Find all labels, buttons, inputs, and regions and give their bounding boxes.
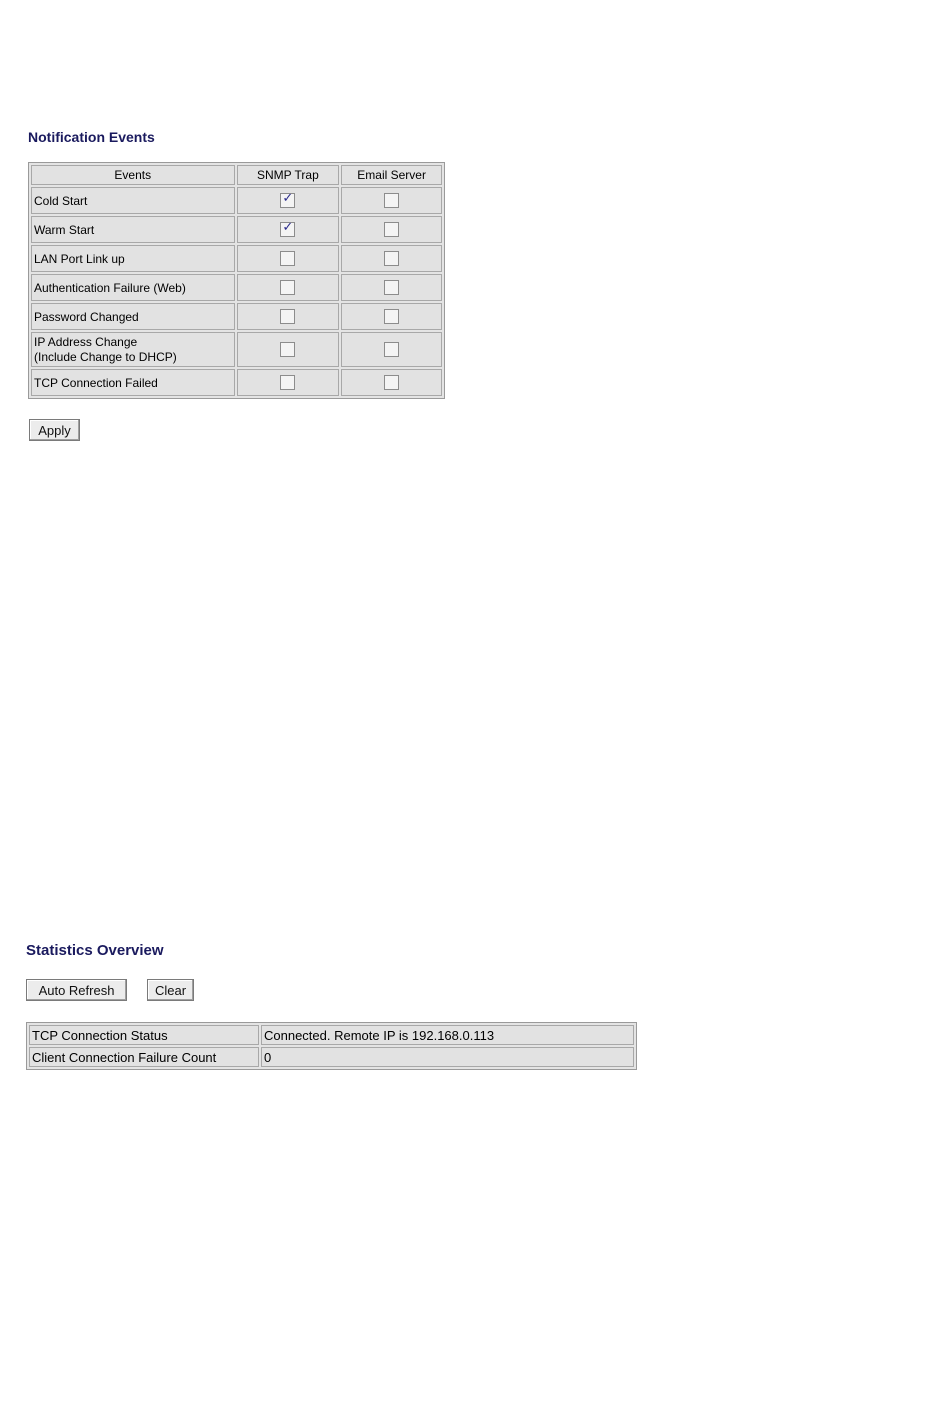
ip-change-email-checkbox[interactable] [384,342,399,357]
warm-start-snmp-checkbox[interactable] [280,222,295,237]
stat-key: TCP Connection Status [29,1025,259,1045]
event-row-lan-port-link-up [31,245,442,272]
event-label-text: Authentication Failure (Web) [34,280,186,295]
notification-events-table [28,162,445,399]
apply-button[interactable]: Apply [29,419,80,441]
event-label [31,216,235,243]
event-label-text: TCP Connection Failed [34,375,158,390]
auth-failure-email-checkbox[interactable] [384,280,399,295]
stat-row-client-connection-failure-count [29,1047,634,1067]
tcp-failed-snmp-checkbox[interactable] [280,375,295,390]
cold-start-email-checkbox[interactable] [384,193,399,208]
event-label-text: Cold Start [34,193,88,208]
warm-start-email-checkbox[interactable] [384,222,399,237]
event-label [31,245,235,272]
event-label-subtext: (Include Change to DHCP) [34,349,177,364]
clear-button[interactable]: Clear [147,979,194,1001]
event-label-text: LAN Port Link up [34,251,125,266]
events-column-header: Events [31,165,235,185]
event-row-warm-start [31,216,442,243]
event-row-tcp-connection-failed [31,369,442,396]
stat-row-tcp-connection-status [29,1025,634,1045]
event-label-text: Warm Start [34,222,95,237]
event-label [31,303,235,330]
tcp-failed-email-checkbox[interactable] [384,375,399,390]
email-server-column-header: Email Server [341,165,442,185]
stat-key: Client Connection Failure Count [29,1047,259,1067]
event-label [31,369,235,396]
password-changed-snmp-checkbox[interactable] [280,309,295,324]
cold-start-snmp-checkbox[interactable] [280,193,295,208]
lan-port-link-up-email-checkbox[interactable] [384,251,399,266]
event-label-text: IP Address Change [34,334,138,349]
auto-refresh-button[interactable]: Auto Refresh [26,979,127,1001]
statistics-table [26,1022,637,1070]
lan-port-link-up-snmp-checkbox[interactable] [280,251,295,266]
event-row-password-changed [31,303,442,330]
event-label [31,332,235,367]
snmp-trap-column-header: SNMP Trap [237,165,340,185]
check-mark-icon: ✓ [282,220,294,236]
stat-value: Connected. Remote IP is 192.168.0.113 [261,1025,634,1045]
event-label [31,187,235,214]
event-row-cold-start [31,187,442,214]
event-label [31,274,235,301]
event-row-ip-address-change [31,332,442,367]
ip-change-snmp-checkbox[interactable] [280,342,295,357]
event-label-text: Password Changed [34,309,139,324]
statistics-overview-title: Statistics Overview [26,942,164,959]
password-changed-email-checkbox[interactable] [384,309,399,324]
check-mark-icon: ✓ [282,191,294,207]
auth-failure-snmp-checkbox[interactable] [280,280,295,295]
event-row-authentication-failure [31,274,442,301]
stat-value: 0 [261,1047,634,1067]
notification-events-title: Notification Events [28,129,155,145]
